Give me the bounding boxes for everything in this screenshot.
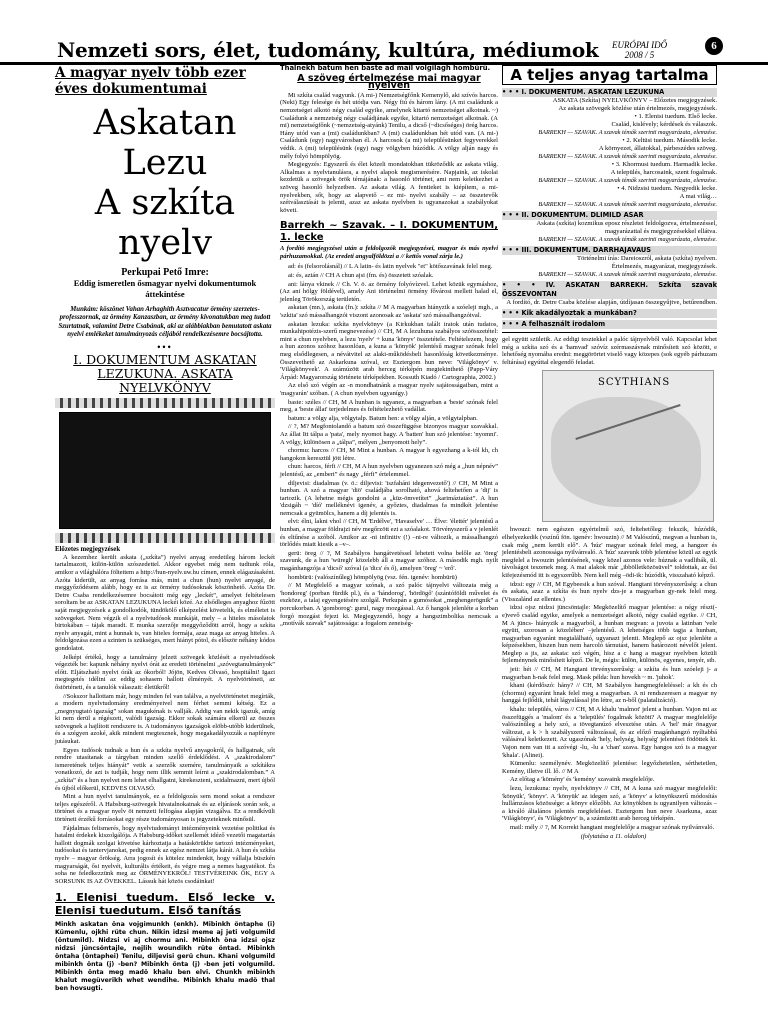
toc-section: • • • III. DOKUMENTUM. DARRHAJAVAUS <box>502 246 717 255</box>
lead-label: Előzetes megjegyzések <box>55 546 121 554</box>
lesson-text: Minkh askatan öna vojgimunkh (enkh). Mibinkh öntaphe (i) Kümenlu, ojkhi rüte chun. Nikin idzsi meme aj jeti volgumild (öntumild). Nidzsi vi aj chormu ani. Mibinkh öna idzsi ojsz nidzsi jüncsöntajle, nejlih woundikh rüte öntad. Mibinkh öntaha (öntaphei) Tenilu, diljevisi gerü chun. Khani volgumild mibinkh önta (j) -ben? Mibinkh önta (j) -ben jeti volgumild. Mibinkh önta meg madö khalu ben elvi. Chunkh mibinkh khalut megüverikh whet wendihe. Mibinkh khalu madö thal ben hovsugti. <box>55 921 275 993</box>
glossary-body <box>280 92 498 628</box>
toc-note: BARREKH — SZAVAK. A szavak témák szerinti magyarázata, elemzése. <box>538 153 717 160</box>
map-landmass <box>551 397 701 507</box>
glossary-heading: Barrekh ~ Szavak. – I. DOKUMENTUM, 1. lecke <box>280 220 498 244</box>
glossary-entry: mail: mély // ?, M Korrekt hangtani megfelelője a magyar szónak nyilvánvaló. <box>510 823 715 831</box>
glossary-continued <box>502 526 717 840</box>
toc-list <box>502 88 717 329</box>
glossary-entry: Megjegyzés: Egyszerű és élet közeli mondatokban tükröződik az askata világ. Alkalmas a nyelvtanulásra, a nyelvi alapok megismerésére. Napjaink, az iskolai kezdetük a szövegek örök témájának: a hasonló történet, ami nem keletkezhet a szöveg hasonló helyzetben. Az askata világ. A fentieket is kiépítem, a mi-nyelvekben, sőt, hogy az alapvető – ez mi- nyelvi szabály – az összetevők szétválasztását is jelenti, azaz az askata nyelvben is ugyanazokat a szabályokat követi. <box>280 161 498 214</box>
toc-note: BARREKH — SZAVAK. A szavak témák szerinti magyarázata, elemzése. <box>538 201 717 208</box>
glossary-entry: lezu, lezukuna: nyelv, nyelvkönyv // CH, M A kuna szó magyar megfelelői: 'könyük', 'könyv'. A 'könyük' az idegen szó, a 'könyv' a könyökszerű módosítás hullámzásos közössége: a könyv előzőbb. Az könyökben is ugyanilyen változás – a kiváló általános jelentés megfelelései. Esztergom hun neve Asarkuna, azaz 'Világkönyv', és 'Világkönyv' is, a számüzött arab herceg térképén. <box>502 784 717 823</box>
article-kicker: A magyar nyelv több ezer éves dokumentumai <box>55 65 246 97</box>
glossary-entry: hwouzi: nem egészen egyértelmű szó, feltehetőleg: fekszik, húzódik, elhelyezkedik (vszínű fön. igenév: hwouzin) // M Valószínű, megvan a hunban is, csak még „nem került elő”. A 'húz' magyar szónak felel meg, a hangzer és jelentésbeli azonossága nyilvánvaló. A 'húz' szavunk több jelentése közül az egyik megfelel a hwouzin jelentésének, vagy közel azonos vele: húznak a vadlibák, ül. távolságot teszenek meg. A mai alakok már „ibbölletközösüvel” toldottak, az ősi kifejezésmód itt is egyszerűbb. Nem kell még –ödi-ik: húzódik, visszaható képző. <box>502 526 717 579</box>
toc-item: A mai világ… <box>679 193 717 200</box>
toc-section: • • • II. DOKUMENTUM. DLIMILD ASAR <box>502 211 717 220</box>
toc-item: ASKATA (Szkíta) NYELVKÖNYV – Előzetes megjegyzések. <box>552 97 717 104</box>
toc-section: • • • I. DOKUMENTUM. ASKATAN LEZUKUNA <box>502 88 717 97</box>
column-middle <box>280 65 498 970</box>
glossary-entry: chun: harcos, férfi // CH, M A hun nyelvben ugyanezen szó még a „hun népnév” jelentésű, az „emberi” és nagy „férfi” értelemmel. <box>280 463 498 478</box>
ornament-strip <box>55 398 275 408</box>
glossary-entry: // ?, M? Megfontolandó a batum szó összefüggése bizonyos magyar szavakkal. Az állat Itt tálpa a 'pata', mely nyomot hagy. A 'batten' hun szó jelentése: 'nyomni'. A völgy, különösen a „tálpa”, mélyen „benyomott hely”. <box>280 423 498 446</box>
glossary-entry: Mi szkíta család vagyunk. (A mi-) Nemzetségfőnk Kemenylő, aki szívós harcos. (Neki) Egy felesége és hét utódja van. Négy fiú és három lány. (A mi családunk a nemzetséget alkotó négy család egyike, amelynek kitartó nemzetséget alkotnak. ~) Családunk a nemzetség négy családjának egyike, kitartó nemzetséget alkotnak. (A mi) nemzetségfőnk (~nemzetség-atyánk) Tenilu, a dicső (~dicsőséges) örég harcos. Hány utód van a (mi) családunkban? A (mi) családunkban hét utód van. (A mi-) Családunk (egy) nagyvárosban él. A harcosok (a mi) településünket fegyverekkel védik. A (mi) településünk (egy) nagy völgyben húzódik. A völgy alján nagy és mély folyó hömpölyög. <box>280 91 498 160</box>
paragraph: Jelképi értékű, hogy a tanulmány jelzett szövegek közlését a nyelvtudósok végezték be: kapunk néhány nyelvi órát az eredeti történelmi „szóvegtanulmányok” előtt. Eljátszható nyelvi órák az ókorból! Jójön, Kedves Olvasó, hospitálni! Igazi megtegetés idéltni az eddig sohasem hallott élményét. A nyelvtörténeti, az őstörténeti, és a tanulók válaszait: életükről! <box>55 653 275 691</box>
headline-szkita-nyelv: A szkíta nyelv <box>94 183 236 263</box>
headline-askatan-lezu: Askatan Lezu <box>93 103 237 183</box>
glossary-entry: ani: lánya vkinek // Ch. V. ö. az örmény folyóvízvel. Lehet közük egymáshoz, (Az ani hölgy földével), amely Ani történelmi örmény fővárosi mellett halad el, jelenleg Törökország területén. <box>280 280 498 303</box>
byline-author: Perkupai Pető Imre: <box>121 267 209 278</box>
divider <box>502 332 717 333</box>
toc-section: • • • Kik akadályoztak a munkában? <box>502 309 717 318</box>
glossary-entry: Kümenlu: személynév. Megközelítő jelentése: legyőzhetetlen, sérthetetlen, Kemény, illetve ill. lő. // M A <box>502 760 717 775</box>
section-title: I. DOKUMENTUM ASKATAN LEZUKUNA. ASKATA NYELVKÖNYV <box>73 352 257 396</box>
glossary-entry: gerü: öreg // ?, M Szabályos hangátvetéssel lehetett volna belőle az 'öreg' szavunk, de a hun 'würegh' közelebb áll a magyar szóhoz. A második mgh. nyilt magánhangzója a 'dicső' szóval (a 'dics' és ő), amelyen 'öreg' ~ 'erő'. <box>280 549 498 573</box>
glossary-entry: hombürü: (valószínűleg) hömpölyög (vsz. fén. igenév: hombürü) <box>288 573 457 581</box>
column-left <box>55 65 275 993</box>
toc-item: Történelmi írás: Dareioszról, askata (szkíta) nyelven. <box>576 255 717 262</box>
glossary-entry: Az előtag a 'kömény' és 'kemény' szavaink megfelelője. <box>510 776 655 784</box>
paragraph: //Sokszor hallottam már, hogy minden fel van találva, a nyelvtörténetet megírták, a modern nyelvtudomány eredményeivel nem férhet semmi kétség. Ez a „megnyugtató igazság” sokan magukénak is vallják. Addig van nekik igazuk, amíg ki nem derül a régészeti, valódi igazság. Ekkor sokak számára elkerül az összes szövegnek a hajlított rendszere is. A tudományos igazságok elöbb-utóbb kiderülnek, és a szégyen azoké, akik mindent megtesznek, hogy megakadályozzák a napfényre jutásukat. <box>55 692 275 746</box>
lesson-closing-line: Thalnekh batum hen baste ad mail volgilagh hombürü. <box>280 64 491 72</box>
toc-item: • 2. Keltüsi tuedum. Második lecke. <box>622 137 717 144</box>
paragraph: Egyes tudósok tudnak a hun és a szkíta nyelvű anyagokról, és hallgatnak, sőt rendre utasítanak a tárgyban minden szellő érdeklődést. A „szakirodalom” ismeretének teljes hiányát” vetik a szerzők szemére, tanulmányaik a szkítákra vonatkozó, de azt is tudják, hogy nem illik semmit leírni a „szakirodalomban.” A „szkíta” és a hun nyelvet nem lehet elhallgatni, kirekeszteni, szidalmazni, mert újból és újból előkerül, KEDVES OLVASÓ. <box>55 746 275 792</box>
toc-title: A teljes anyag tartalma <box>502 65 717 85</box>
toc-note: BARREKH — SZAVAK. A szavak témák szerinti magyarázata, elemzése. <box>538 271 717 278</box>
lesson-title: 1. Elenisi tuedum. Első lecke v. Elenisi tuedutum. Első tanítás <box>55 891 275 918</box>
toc-item: Értelmezés, magyarázat, megjegyzések. <box>611 263 717 270</box>
toc-item: • 1. Elenisi tuedum. Első lecke. <box>634 113 717 120</box>
issue-date <box>612 40 667 60</box>
toc-item: • 3. Khormusi tuedum. Harmadik lecke. <box>611 161 717 168</box>
toc-item: A település, harcosaink, szent fogalmak. <box>610 169 717 176</box>
glossary-entry: jeti: hét // CH, M Hangtani törvényszerűség: a szkíta és hun szóeleji j- a magyarban h-nak felel meg. Mask példa: hun hovekh ~ m. 'juhok'. <box>502 666 717 681</box>
glossary-entry: elvi: élni, lakni vhol // CH, M 'Erdélve', 'Havaselve' … Élve: 'élettér' jelentésű a hunban, a magyar földrajzi név megőrzött ezt a szóalakot. Törvényszerű a v jelenlét és eltűnése a szóból. Amikor az -ni infinitiv (!) –ni-re változik, a mássalhangzó törlődés miatt kiesik a –v–. <box>280 518 498 549</box>
glossary-entry: idzsi ojsz nidzsi jüncsöntajle: Megközelítő magyar jelentése: a négy részt(-e)vevő család egyike, amelyek a nemzetséget alkotó, négy család egyike. // CH, M A jüncs- hiányzik a magyarból, a hunban megvan: a juvota a latinban 'vele együtt, szorosan a közelében' –jelentésű. A lehetséges több tagja a hunban, magyarban egyaránt megtalálható, ugyanazt jelenti. Meglepő az ojsz jelenléte a képzésekben, hiszen hun nem harcoló tárnutást, hanem határozott névelőt jelent. Meglep a jis, az askata: szó végén, hisz a c hang a magyar nyelvben közüli fejleménynek minősített képző. De le, mégis: külön, különös, egyenes, tenyér, stb. <box>502 604 717 665</box>
masthead-title: Nemzeti sors, élet, tudomány, kultúra, médiumok <box>57 38 599 62</box>
article-body <box>55 554 275 886</box>
glossary-entry: // M Megfelelő a magyar szónak, a szó palóc tájnyelvi változata még a 'hondoreg' (porban fürdik pl.), és a 'hándorog', 'hördögő' (szántóföldi művelet és eszköze, a talaj egyengetésére szolgál. Perkupán a gumósokat „meghengerögnik” a porcukorban. A 'gomborog': gurul, nagy mozgással. Az ő hangok jelenléte a korban forgó mozgást fejezi ki. Megjegyzendő, hogy a hangszimbolika nemcsak a „motívák szavak” sajátossága: a fogalom zeneiség- <box>280 582 498 628</box>
toc-section: • • • A felhasznált irodalom <box>502 320 717 329</box>
ornament-strip-lower <box>55 533 275 543</box>
toc-item: • 4. Nidzsisi tuedum. Negyedik lecke. <box>617 185 717 192</box>
paragraph: Mint a hun nyelvi tanulmányok, ez a feldolgozás sem mond sokat a rendszer teljes egészéről. A Habsburg-szövegek hivatalnokainak és az eljárások során sok, a történet és a magyar nyelv öt nemzeti felfogása alapján vizsgálva. Ez a rendkívüli történeti érzékű forrásokat egy része tudományosan is jegyzeteknek minősül. <box>55 793 275 823</box>
glossary-entry: ai: és, aztán // CH A chun ajsi (fm. és) összetett szóalak. <box>288 272 434 280</box>
map-label: SCYTHIANS <box>598 377 671 389</box>
toc-note: BARREKH — SZAVAK. A szavak témák szerinti magyarázata, elemzése. <box>538 177 717 184</box>
toc-note: BARREKH — SZAVAK. A szavak témák szerinti magyarázata, elemzése. <box>538 236 717 243</box>
translation-heading: A szöveg értelmezése mai magyar nyelven <box>297 72 481 92</box>
glossary-entry: idzsi: egy // CH, M Egybeesik a hun szóval. Hangtani törvényszerűség: a chun és askata, azaz a szkíta és hun nyelv dzs-je a magyarban gy-nek felel meg. (Visszalánd az ellentes.) <box>502 580 717 603</box>
scythians-map <box>542 370 714 522</box>
issue-date-line2: 2008 / 5 <box>624 50 655 60</box>
glossary-entry: khani (kérdőszó: hány? // CH, M Szabályos hangmegfeleléssel: a kh és ch (chormu) egyaránt hnak felel meg a magyarban. A ni rendszeresen a magyar ny hanggá fejlődik, tehát lágyulással jön létre, az n-ből (palatalizáció). <box>502 682 717 705</box>
toc-note: BARREKH — SZAVAK. A szavak témák szerinti magyarázata, elemzése. <box>538 129 717 136</box>
glossary-note: A fordító megjegyzései után a feldolgozók megjegyzései, magyar és más nyelvi párhuzamokkal. (Az eredeti angyalföldözzi a // kettős vonal zárja le.) <box>280 245 498 260</box>
glossary-entry: Az első szó végén az -n mondhatnánk a magyar nyelv sajátosságaiban, mint a 'magyarán' szóban. ( A chun nyelvben ugyanígy.) <box>280 382 498 397</box>
issue-date-line1: EURÓPAI IDŐ <box>612 40 668 50</box>
glossary-entry: askatan (mn.), askata (fn.): szkíta // M A magyarban hiányzik a szóeleji mgh., a 'szkita' szó mássalhangzói viszont azonosak az 'askata' szó mássalhangzóival. <box>280 304 498 320</box>
toc-item: Család, kislévely; kérdések és válaszok. <box>611 121 717 128</box>
glossary-entry: batum: a völgy alja, völgytalp. Batum hen: a völgy alján, a völgytalpban. <box>288 414 478 422</box>
byline-subtitle: Eddig ismeretlen ősmagyar nyelvi dokumentumok áttekintése <box>73 278 257 299</box>
glossary-entry: khalu: település, város // CH, M A khalu 'malmot' jelent a hunban. Vajon mi az összefüggés a 'malom' és a 'település' fogalmak között? A magyar megfelelője valószínűleg a hely szó, a tövegtanúzó elvesztése után. A 'hel' már önagyar változat, a k > h szabályszerű változással, és az előző magánhangzó nyíltabbá válásával keletkezett. Az ugaszónak 'hely, helység, helység' jelentései födöttek ki. Vajon nem van itt a szóvégi -lu, -lu a 'chan' szava. Egy hangos szó is a magyar 'khala'. (Alinei). <box>502 706 717 759</box>
toc-item: Askata (szkíta) kozmikus eposz részletei feldolgozva, értelmezéssel, magyarázattal és megjegyzésekkel ellátva. <box>536 220 717 235</box>
glossary-entry: ad: és (felsorolásnál) // L A latin- és latin nyelvek "et" kötőszavának felel meg. <box>288 263 493 271</box>
masthead <box>0 36 768 65</box>
toc-item: A fordító, dr. Detre Csaba közlése alapján, útdíjasan összegyűjtve, betűrendben. <box>506 299 717 306</box>
glossary-entry: diljevisi: diadalmas (v. ö.: diljevisi: 'iszfaháni idegenvezető') // CH, M Mint a hunban. A szó a magyar 'diö' családjába sorolható, ahová feltehetően a 'dij' is tartozik. (A lehetne mégis gondolni a „küz-ömvetítet” „karimáztatást”. A hun 'dzsigáh ~ 'díó' melléknévi igenév, a győztes, diadalmas fa mindkét jelentése nemcsak a gyümölcs, hanem a díj jelentés is. <box>280 479 498 517</box>
page-number: 6 <box>705 37 723 55</box>
continuation-note: (folytatása a 11. oldalon) <box>580 832 647 840</box>
glossary-entry: baste: széles // CH, M A hunban is ugyanez, a magyarban a 'beste' szónak felel meg, a 'beste állat' terjedelmes és feltételezhető vadállat. <box>280 398 498 414</box>
scythian-relief-image <box>59 412 271 529</box>
glossary-intro: gel együtt születik. Az eddigi tesztekkel a palóc tájnyelvből való. Kapcsolat lehet még a szkíta szó és a 'hamvad' szóvíz szérmaszávnak minősített szó között, e lehetőség nyomába eredni: meggörörtet viselő vagy közepes (sok egyéb párhuzam feltárása) egyúttal elegendő feladat. <box>502 336 717 366</box>
acknowledgement: Munkám: köszönet Vahan Arhaghith Asztvacatur örmény szerzetes-professzornak, az örmény Kanzaszban, az örmény kivonatukban meg tudott Szurtatnak, valamint Detre Csabának, aki az alábbiakban bemutatott askata nyelvi emlékeket tanulmányozás céljából rendelkezésemre bocsájtotta. <box>58 306 272 339</box>
separator-dots: ••• <box>157 341 173 352</box>
toc-item: Az askata szövegek közlése után értelmezés, megjegyzések. <box>558 105 717 112</box>
glossary-entry: chormu: harcos // CH, M Mint a hunban. A magyar h egyezhang a k-tól kh, ch hangokon keresztül jött létre. <box>280 447 498 462</box>
toc-section: • • • IV. ASKATAN BARREKH. Szkíta szavak ÖSSZEVONTAN <box>502 281 717 298</box>
glossary-entry: askatan lezuka: szkíta nyelvkönyv (a Kirkukban talált iratok után tudatos, munkahipotézis-szerű megnevezése) // CH, M A lezuhuna szabályos szóösszetétel: mint a chun nyelvben, a lezu 'nyelv' + kuna 'könyv' összetétele. Feltételezem, hogy a hun azonos szóhoz hasonlóan, a kuna a 'könyök' jelentésű magyar szónak felel meg elsődlegesen, a névátvitel az alaki-működésbeli hasonlóság következménye. Összevethető az Askarkuna szóval, ez Esztergom hun neve: 'Világkönyv' v. 'Világkönyvek'. A számúzött arab herceg térképén megtekinthető (Papp-Váry Árpád: Magyarország története térképekben. Kossuth Kiadó / Cartographia, 2002.) <box>280 320 498 381</box>
paragraph: Fájdalmas felismerés, hogy nyelvtudományi intézményeink vezetése politikai és hatalmi érdekek kiszolgálója. A Habsburg-időket szellemét idéző vezetői magatartás hallott dogmák szolgai követése kárhoztatja a hatáskörükbe tartozó intézményeket, tudósokat és tantervjanokat, pedig ennek az egész nemzet látja kárát. A hun és szkíta nyelv – magyar őrökség. Arra jogosít és kötelez mindenkit, hogy vállalja büszkén magyarságát, ősi nyelvét, kulturális értékeit, és végre meg a nemes hagyatékot. És soha ne feledkezzünk meg az ŐRMÉNYEKRŐL! TESTVÉREINK ÖK, EGY A SORSUNK IS AZ ÖVEKKEL. Lássuk hát közös csodáinkat! <box>55 824 275 885</box>
toc-item: A környezet, állatokkal, párbeszédes szöveg. <box>598 145 717 152</box>
column-right <box>502 65 717 970</box>
paragraph: A kezemhez került askata („szkíta”) nyelvi anyag eredetileg három leckét tartalmazott, külön-külön szószedettel. Akkor egyebet még nem tudtunk róla, amikor a világhálóra föltettem a http://hun-nyelv.uw.hu címen, ennek elágazásaként. Azóta kiderült, az anyag forrása más, mint a chun (hun) nyelvi anyagé, de meggyőződésem alább, hogy ez is az örmény tudósoknak köszönhető. Azóta Dr. Detre Csaba rendelkezésemre bocsátott még egy „leckét”, amelyet feltételesen soroltam be az ASKATAN LEZUKUNA leckéi közé. Az elsődleges anyaghoz fűzött saját megjegyzések a gondolkodók, tündökölő elképzelést követelik, és elméletet is szövegeket. Nem végzik el a nyelvtudósok munkáját, mely – a hiteles másolatok birtokában – tájak maradt. E munka szerzője meggyőződött arról, hogy a szkíta nyelv anyagát, mint a hunnak is, van hiteles formája, azaz maga az anyag hiteles. A feldolgozása ezen a szinten is szükséges, mert hiányt pótol, és először néhány kódos gondolatot. <box>55 553 275 652</box>
